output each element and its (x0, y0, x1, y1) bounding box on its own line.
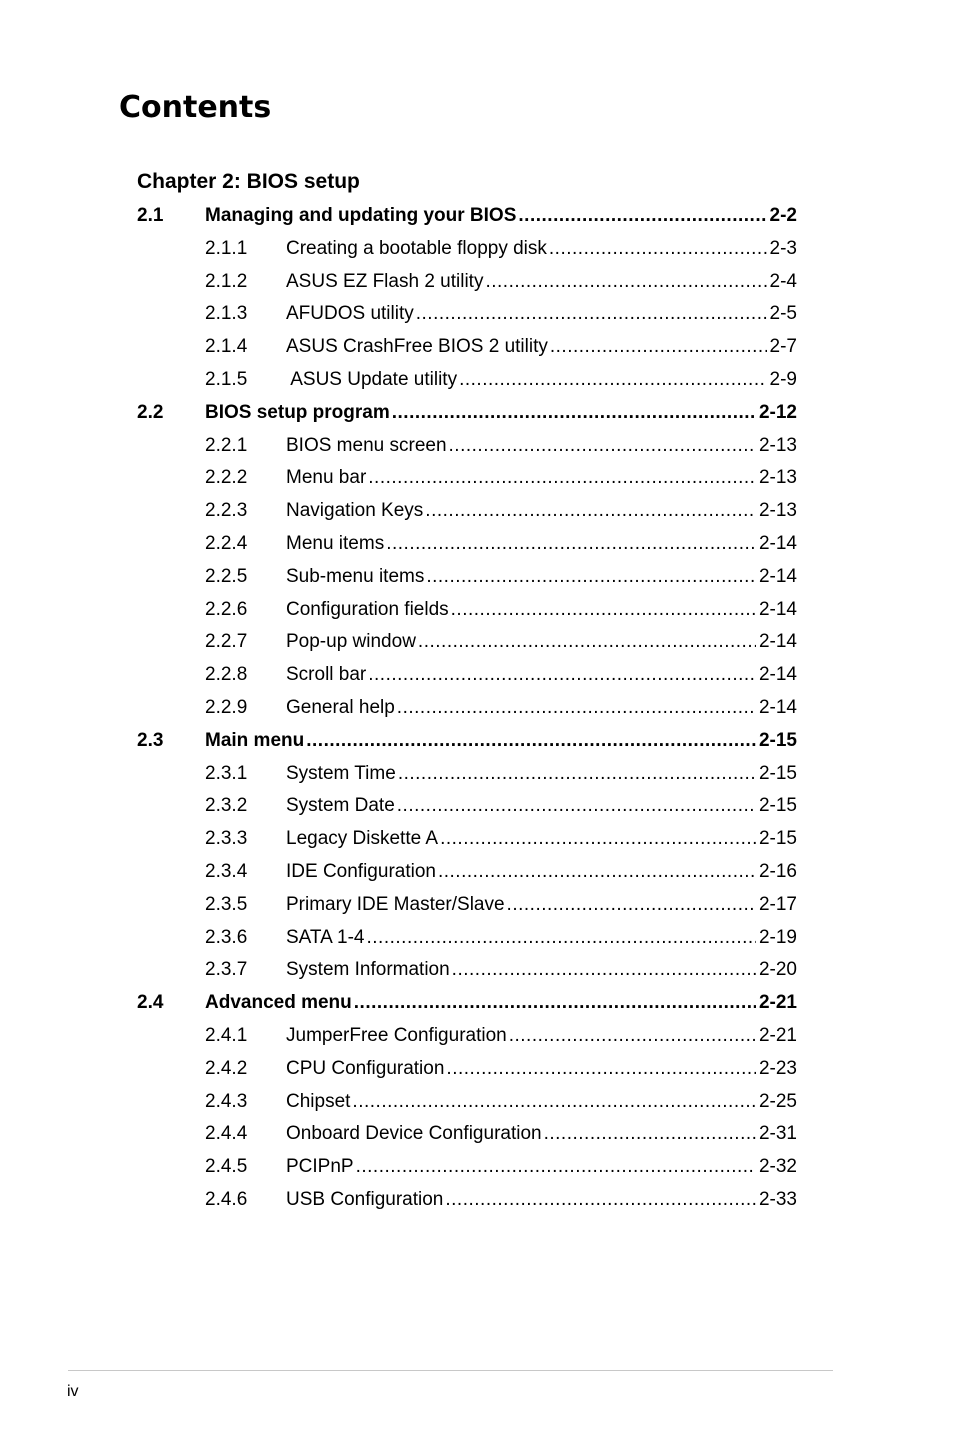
toc-entry-page: 2-25 (758, 1091, 797, 1112)
toc-entry-title: Advanced menu (205, 992, 352, 1013)
toc-entry-number: 2.2.5 (205, 566, 248, 587)
toc-entry-page: 2-3 (769, 238, 797, 259)
toc-entry-number: 2.1.4 (205, 336, 248, 357)
toc-entry-title: Chipset (286, 1091, 351, 1112)
toc-entry-leader-line (286, 892, 797, 918)
toc-entry-number: 2.1 (137, 205, 164, 226)
toc-entry-title: Pop-up window (286, 631, 416, 652)
toc-entry-title: Main menu (205, 730, 305, 751)
toc-entry-number: 2.2.9 (205, 697, 248, 718)
toc-entry-number: 2.3.1 (205, 763, 248, 784)
toc-subsection-entry (0, 1121, 954, 1147)
toc-entry-number: 2.3.4 (205, 861, 248, 882)
toc-entry-leader-line (286, 826, 797, 852)
toc-entry-page: 2-31 (758, 1123, 797, 1144)
toc-entry-number: 2.1.5 (205, 369, 248, 390)
toc-subsection-entry (0, 859, 954, 885)
toc-entry-number: 2.3 (137, 730, 164, 751)
toc-subsection-entry (0, 892, 954, 918)
footer-page-number: iv (67, 1383, 79, 1400)
toc-dot-leader (352, 1089, 756, 1115)
toc-dot-leader (452, 957, 756, 983)
toc-entry-number: 2.3.7 (205, 959, 248, 980)
toc-subsection-entry (0, 1056, 954, 1082)
toc-entry-leader-line (286, 1154, 797, 1180)
toc-dot-leader (398, 761, 756, 787)
toc-entry-leader-line (286, 1089, 797, 1115)
toc-subsection-entry (0, 334, 954, 360)
toc-entry-title: ASUS Update utility (286, 369, 458, 390)
toc-subsection-entry (0, 793, 954, 819)
toc-dot-leader (356, 1154, 756, 1180)
toc-entry-number: 2.4 (137, 992, 164, 1013)
toc-entry-leader-line (286, 597, 797, 623)
toc-entry-number: 2.4.6 (205, 1189, 248, 1210)
toc-subsection-entry (0, 465, 954, 491)
toc-entry-page: 2-17 (758, 894, 797, 915)
toc-entry-title: BIOS setup program (205, 402, 390, 423)
toc-entry-page: 2-15 (758, 828, 797, 849)
toc-entry-leader-line (286, 1023, 797, 1049)
toc-entry-title: Scroll bar (286, 664, 367, 685)
toc-dot-leader (418, 629, 756, 655)
toc-subsection-entry (0, 1023, 954, 1049)
toc-entry-leader-line (286, 1121, 797, 1147)
toc-entry-page: 2-7 (769, 336, 797, 357)
toc-entry-leader-line (205, 728, 797, 754)
toc-subsection-entry (0, 629, 954, 655)
toc-entry-number: 2.2.8 (205, 664, 248, 685)
toc-entry-title: PCIPnP (286, 1156, 354, 1177)
toc-dot-leader (306, 728, 756, 754)
toc-dot-leader (367, 925, 756, 951)
toc-dot-leader (416, 301, 767, 327)
toc-entry-number: 2.3.6 (205, 927, 248, 948)
toc-entry-leader-line (286, 1187, 797, 1213)
toc-entry-page: 2-21 (758, 992, 797, 1013)
toc-entry-page: 2-14 (758, 631, 797, 652)
toc-subsection-entry (0, 761, 954, 787)
toc-entry-number: 2.2.3 (205, 500, 248, 521)
toc-subsection-entry (0, 925, 954, 951)
toc-entry-title: Managing and updating your BIOS (205, 205, 517, 226)
toc-entry-leader-line (286, 1056, 797, 1082)
toc-entry-number: 2.4.1 (205, 1025, 248, 1046)
toc-entry-page: 2-13 (758, 500, 797, 521)
toc-entry-title: IDE Configuration (286, 861, 436, 882)
toc-entry-title: CPU Configuration (286, 1058, 445, 1079)
toc-entry-leader-line (286, 367, 797, 393)
toc-subsection-entry (0, 597, 954, 623)
toc-entry-leader-line (286, 859, 797, 885)
toc-entry-page: 2-16 (758, 861, 797, 882)
toc-entry-leader-line (286, 629, 797, 655)
toc-entry-title: System Date (286, 795, 395, 816)
toc-entry-leader-line (205, 203, 797, 229)
toc-entry-number: 2.1.2 (205, 271, 248, 292)
toc-entry-title: SATA 1-4 (286, 927, 365, 948)
page-title: Contents (119, 90, 272, 125)
toc-dot-leader (392, 400, 756, 426)
toc-subsection-entry (0, 1187, 954, 1213)
toc-subsection-entry (0, 1154, 954, 1180)
toc-entry-leader-line (286, 236, 797, 262)
toc-entry-title: Creating a bootable floppy disk (286, 238, 547, 259)
toc-dot-leader (509, 1023, 756, 1049)
toc-dot-leader (425, 498, 756, 524)
toc-dot-leader (397, 695, 756, 721)
toc-dot-leader (544, 1121, 756, 1147)
toc-dot-leader (449, 433, 756, 459)
toc-entry-page: 2-14 (758, 697, 797, 718)
chapter-title: Chapter 2: BIOS setup (137, 170, 360, 193)
toc-entry-number: 2.3.2 (205, 795, 248, 816)
toc-entry-number: 2.4.5 (205, 1156, 248, 1177)
toc-entry-leader-line (286, 695, 797, 721)
toc-entry-page: 2-2 (769, 205, 797, 226)
toc-dot-leader (549, 236, 767, 262)
footer-divider (68, 1370, 833, 1371)
toc-subsection-entry (0, 662, 954, 688)
toc-dot-leader (445, 1187, 756, 1213)
toc-entry-title: Onboard Device Configuration (286, 1123, 542, 1144)
toc-entry-number: 2.2.7 (205, 631, 248, 652)
toc-entry-page: 2-15 (758, 795, 797, 816)
toc-entry-page: 2-14 (758, 566, 797, 587)
toc-dot-leader (386, 531, 756, 557)
toc-entry-page: 2-14 (758, 533, 797, 554)
toc-entry-leader-line (205, 990, 797, 1016)
toc-entry-leader-line (286, 957, 797, 983)
toc-entry-page: 2-15 (758, 763, 797, 784)
toc-entry-title: Sub-menu items (286, 566, 425, 587)
toc-dot-leader (550, 334, 767, 360)
toc-entry-title: AFUDOS utility (286, 303, 414, 324)
toc-entry-page: 2-19 (758, 927, 797, 948)
toc-entry-number: 2.4.2 (205, 1058, 248, 1079)
toc-dot-leader (440, 826, 756, 852)
toc-subsection-entry (0, 498, 954, 524)
toc-entry-number: 2.1.1 (205, 238, 248, 259)
toc-entry-number: 2.3.5 (205, 894, 248, 915)
toc-entry-page: 2-21 (758, 1025, 797, 1046)
toc-entry-title: Configuration fields (286, 599, 449, 620)
toc-entry-leader-line (286, 925, 797, 951)
toc-entry-leader-line (205, 400, 797, 426)
toc-entry-leader-line (286, 662, 797, 688)
toc-subsection-entry (0, 236, 954, 262)
toc-subsection-entry (0, 269, 954, 295)
toc-dot-leader (507, 892, 756, 918)
toc-dot-leader (451, 597, 756, 623)
toc-subsection-entry (0, 531, 954, 557)
toc-entry-page: 2-13 (758, 467, 797, 488)
toc-entry-title: Legacy Diskette A (286, 828, 439, 849)
toc-dot-leader (368, 662, 756, 688)
toc-entry-number: 2.2.4 (205, 533, 248, 554)
toc-entry-number: 2.1.3 (205, 303, 248, 324)
toc-section-entry (0, 728, 954, 754)
toc-entry-leader-line (286, 531, 797, 557)
toc-entry-page: 2-32 (758, 1156, 797, 1177)
toc-entry-title: ASUS CrashFree BIOS 2 utility (286, 336, 548, 357)
toc-entry-title: General help (286, 697, 395, 718)
toc-entry-title: Menu bar (286, 467, 367, 488)
toc-dot-leader (518, 203, 766, 229)
toc-entry-page: 2-4 (769, 271, 797, 292)
toc-subsection-entry (0, 301, 954, 327)
toc-entry-title: JumperFree Configuration (286, 1025, 507, 1046)
toc-entry-title: Menu items (286, 533, 385, 554)
toc-subsection-entry (0, 826, 954, 852)
toc-entry-number: 2.2.2 (205, 467, 248, 488)
toc-dot-leader (459, 367, 766, 393)
toc-subsection-entry (0, 367, 954, 393)
toc-entry-leader-line (286, 465, 797, 491)
toc-entry-number: 2.4.4 (205, 1123, 248, 1144)
toc-entry-page: 2-14 (758, 664, 797, 685)
toc-entry-page: 2-23 (758, 1058, 797, 1079)
toc-entry-leader-line (286, 564, 797, 590)
toc-entry-leader-line (286, 761, 797, 787)
toc-dot-leader (438, 859, 756, 885)
toc-dot-leader (397, 793, 756, 819)
toc-dot-leader (485, 269, 766, 295)
toc-subsection-entry (0, 695, 954, 721)
toc-entry-page: 2-12 (758, 402, 797, 423)
toc-entry-page: 2-9 (769, 369, 797, 390)
toc-section-entry (0, 400, 954, 426)
toc-subsection-entry (0, 564, 954, 590)
toc-entry-page: 2-13 (758, 435, 797, 456)
toc-subsection-entry (0, 957, 954, 983)
toc-dot-leader (368, 465, 756, 491)
toc-entry-number: 2.3.3 (205, 828, 248, 849)
toc-entry-page: 2-15 (758, 730, 797, 751)
toc-entry-title: ASUS EZ Flash 2 utility (286, 271, 484, 292)
toc-entry-title: USB Configuration (286, 1189, 444, 1210)
toc-entry-leader-line (286, 269, 797, 295)
toc-entry-title: BIOS menu screen (286, 435, 447, 456)
toc-subsection-entry (0, 433, 954, 459)
toc-dot-leader (446, 1056, 756, 1082)
toc-entry-title: Primary IDE Master/Slave (286, 894, 505, 915)
toc-entry-leader-line (286, 793, 797, 819)
toc-entry-number: 2.2 (137, 402, 164, 423)
toc-entry-number: 2.4.3 (205, 1091, 248, 1112)
toc-subsection-entry (0, 1089, 954, 1115)
toc-entry-title: System Information (286, 959, 450, 980)
toc-entry-page: 2-20 (758, 959, 797, 980)
toc-dot-leader (426, 564, 756, 590)
toc-entry-leader-line (286, 301, 797, 327)
toc-dot-leader (354, 990, 756, 1016)
toc-entry-leader-line (286, 498, 797, 524)
toc-entry-page: 2-14 (758, 599, 797, 620)
toc-entry-title: System Time (286, 763, 396, 784)
toc-entry-leader-line (286, 334, 797, 360)
toc-entry-number: 2.2.1 (205, 435, 248, 456)
toc-section-entry (0, 203, 954, 229)
toc-entry-page: 2-33 (758, 1189, 797, 1210)
toc-entry-number: 2.2.6 (205, 599, 248, 620)
toc-entry-page: 2-5 (769, 303, 797, 324)
toc-section-entry (0, 990, 954, 1016)
toc-entry-title: Navigation Keys (286, 500, 424, 521)
toc-entry-leader-line (286, 433, 797, 459)
